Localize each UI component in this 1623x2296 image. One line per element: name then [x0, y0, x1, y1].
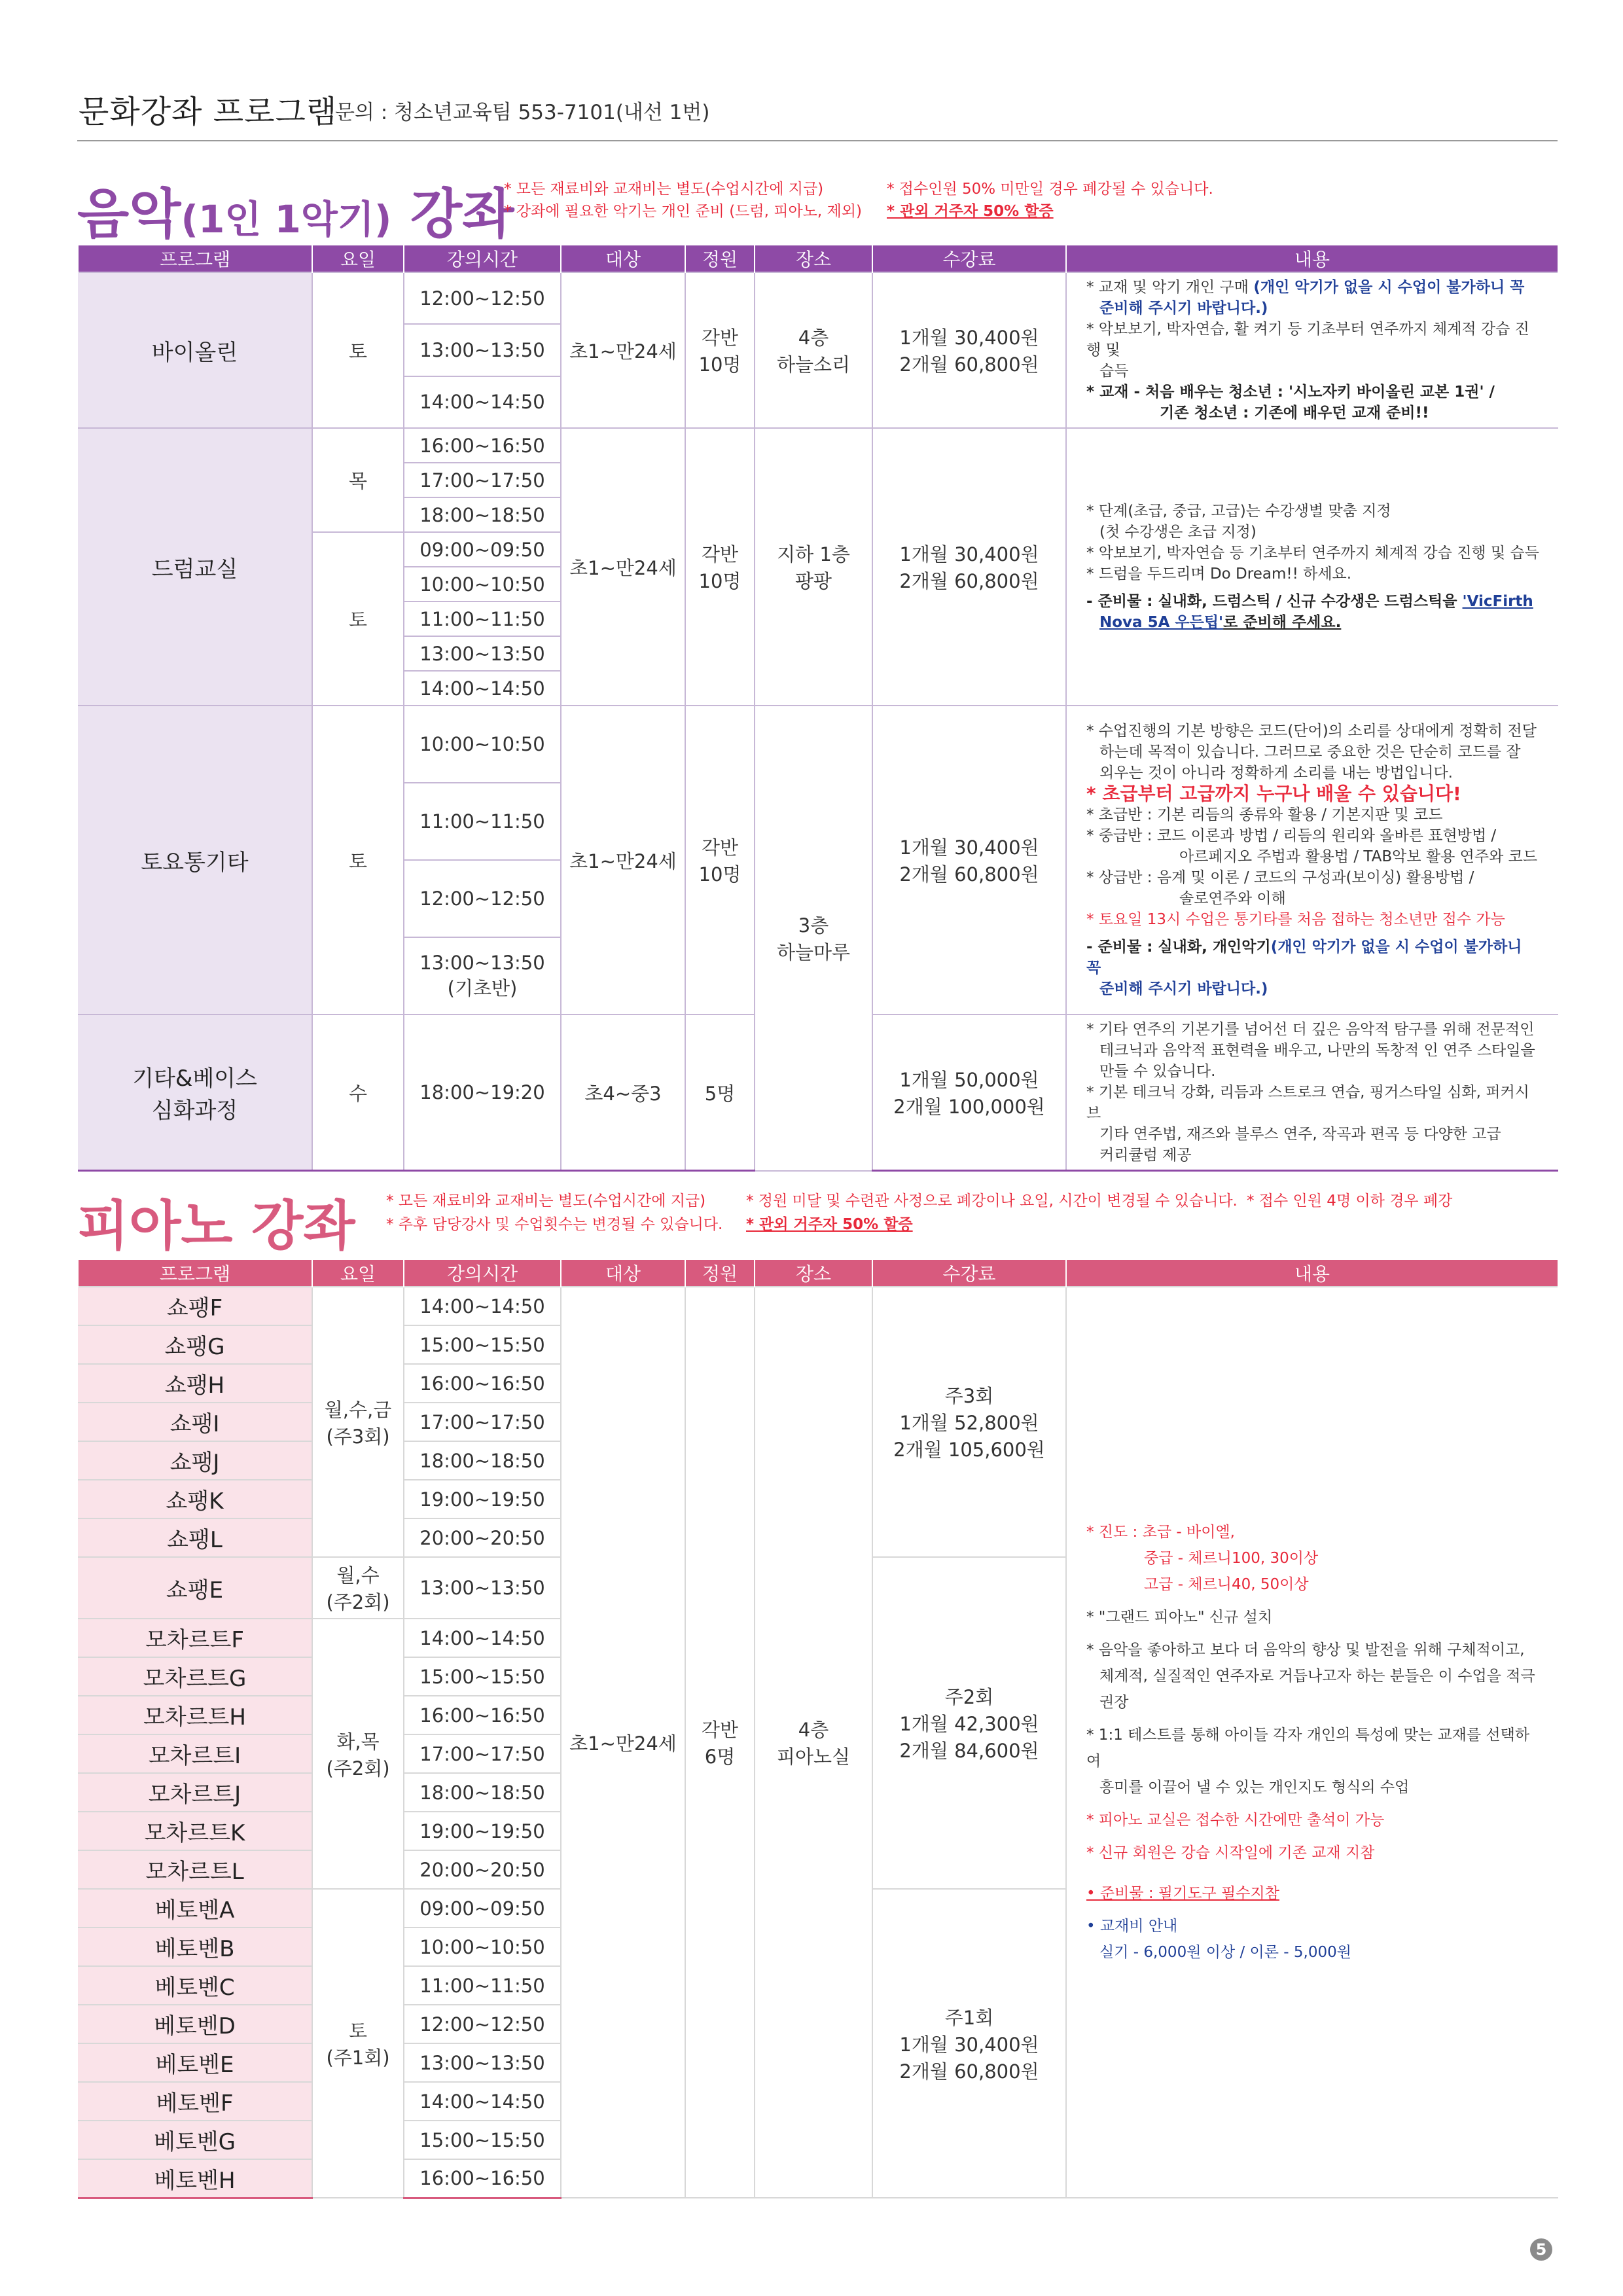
music-title-sub: (1인 1악기)	[181, 197, 392, 242]
time-cell: 12:00~12:50	[404, 860, 561, 937]
fee-cell	[872, 1014, 1066, 1171]
fee-cell	[872, 428, 1066, 706]
place-cell	[755, 706, 872, 1171]
capacity-line: 각반	[701, 836, 739, 859]
fee-cell	[872, 1557, 1066, 1889]
content-violin	[1066, 272, 1558, 428]
time-cell: 12:00~12:50	[404, 2005, 561, 2043]
fee-line: 1개월 42,300원	[899, 1713, 1039, 1735]
time-cell: 15:00~15:50	[404, 1325, 561, 1364]
header-fee: 수강료	[872, 245, 1066, 272]
content-text: * 중급반 : 코드 이론과 방법 / 리듬의 원리와 올바른 표현방법 /	[1086, 827, 1497, 844]
capacity-cell	[685, 1287, 755, 2198]
program-name: 베토벤F	[78, 2082, 312, 2121]
piano-note-1: * 모든 재료비와 교재비는 별도(수업시간에 지급)	[386, 1193, 706, 1210]
header-capacity: 정원	[685, 1260, 755, 1287]
fee-line: 주2회	[944, 1686, 994, 1708]
content-text: * 교재 및 악기 개인 구매	[1086, 279, 1254, 296]
time-cell: 10:00~10:50	[404, 1928, 561, 1966]
day-cell: 토	[312, 272, 404, 428]
content-text: 중급 - 체르니100, 30이상	[1144, 1550, 1319, 1567]
content-text: * 진도 : 초급 - 바이엘,	[1086, 1524, 1235, 1541]
music-section-title	[77, 171, 514, 248]
program-line: 심화과정	[151, 1098, 238, 1124]
target-cell: 초1~만24세	[561, 272, 685, 428]
time-cell: 16:00~16:50	[404, 1696, 561, 1734]
header-place: 장소	[755, 245, 872, 272]
time-cell: 15:00~15:50	[404, 1657, 561, 1696]
music-note-3: * 접수인원 50% 미만일 경우 폐강될 수 있습니다.	[887, 181, 1213, 198]
capacity-line: 각반	[701, 327, 739, 349]
day-cell: 수	[312, 1014, 404, 1171]
program-name: 베토벤C	[78, 1966, 312, 2005]
place-line: 4층	[798, 327, 829, 349]
content-text: 체계적, 실질적인 연주자로 거듭나고자 하는 분들은 이 수업을 적극	[1099, 1668, 1535, 1685]
fee-line: 1개월 30,400원	[899, 2033, 1039, 2056]
place-line: 3층	[798, 914, 829, 937]
program-name: 베토벤D	[78, 2005, 312, 2043]
fee-line: 1개월 30,400원	[899, 543, 1039, 565]
program-name: 모차르트K	[78, 1812, 312, 1850]
time-cell: 09:00~09:50	[404, 532, 561, 567]
time-line: 13:00~13:50	[419, 951, 545, 974]
content-text: 외우는 것이 아니라 정확하게 소리를 내는 방법입니다.	[1099, 764, 1453, 781]
program-guitar: 토요통기타	[78, 706, 312, 1014]
header-place: 장소	[755, 1260, 872, 1287]
time-cell: 18:00~18:50	[404, 497, 561, 532]
content-text: 만들 수 있습니다.	[1099, 1063, 1216, 1080]
place-line: 지하 1층	[777, 543, 850, 565]
fee-line: 2개월 105,600원	[893, 1439, 1045, 1461]
place-line: 팡팡	[794, 570, 832, 592]
content-text: Nova 5A 우든팁'	[1099, 614, 1224, 631]
header-divider	[77, 140, 1558, 141]
program-guitar-bass	[78, 1014, 312, 1171]
music-note-2: * 강좌에 필요한 악기는 개인 준비 (드럼, 피아노, 제외)	[504, 203, 862, 220]
table-row	[78, 272, 1558, 324]
time-cell: 12:00~12:50	[404, 272, 561, 324]
target-cell: 초4~중3	[561, 1014, 685, 1171]
content-text: * 단계(초급, 중급, 고급)는 수강생별 맞춤 지정	[1086, 503, 1391, 520]
fee-cell	[872, 706, 1066, 1014]
content-text: * 초급부터 고급까지 누구나 배울 수 있습니다!	[1086, 783, 1461, 804]
program-line: 기타&베이스	[132, 1066, 257, 1092]
content-text: 로 준비해 주세요.	[1223, 614, 1342, 631]
header-day: 요일	[312, 1260, 404, 1287]
day-line: 화,목	[336, 1730, 380, 1753]
page-number: 5	[1530, 2238, 1552, 2261]
piano-course-table	[77, 1260, 1559, 2199]
time-cell: 11:00~11:50	[404, 601, 561, 636]
place-line: 피아노실	[776, 1746, 851, 1768]
day-line: (주2회)	[326, 1757, 390, 1780]
time-cell: 09:00~09:50	[404, 1889, 561, 1928]
content-text: * 피아노 교실은 접수한 시간에만 출석이 가능	[1086, 1812, 1385, 1829]
content-text: * 악보보기, 박자연습, 활 켜기 등 기초부터 연주까지 체계적 강습 진행 및	[1086, 321, 1529, 359]
page-title: 문화강좌 프로그램	[79, 94, 338, 130]
content-text: (개인 악기가 없을 시 수업이 불가하니 꼭	[1253, 279, 1525, 296]
contact-info: 문의 : 청소년교육팀 553-7101(내선 1번)	[335, 101, 710, 124]
day-cell: 토	[312, 706, 404, 1014]
content-text: 실기 - 6,000원 이상 / 이론 - 5,000원	[1099, 1944, 1351, 1961]
capacity-line: 각반	[701, 543, 739, 565]
program-name: 모차르트F	[78, 1619, 312, 1657]
day-cell	[312, 1619, 404, 1889]
time-cell: 17:00~17:50	[404, 1734, 561, 1773]
capacity-cell	[685, 272, 755, 428]
content-text: 흥미를 이끌어 낼 수 있는 개인지도 형식의 수업	[1099, 1779, 1410, 1796]
header-day: 요일	[312, 245, 404, 272]
content-text: * 악보보기, 박자연습 등 기초부터 연주까지 체계적 강습 진행 및 습득	[1086, 545, 1539, 562]
time-cell: 11:00~11:50	[404, 783, 561, 860]
content-text: 준비해 주시기 바랍니다.)	[1099, 980, 1268, 997]
day-cell: 목	[312, 428, 404, 532]
day-cell	[312, 1287, 404, 1557]
piano-table-header	[78, 1260, 1558, 1287]
content-text: * "그랜드 피아노" 신규 설치	[1086, 1609, 1273, 1626]
content-text: 고급 - 체르니40, 50이상	[1144, 1576, 1309, 1593]
time-cell: 13:00~13:50	[404, 324, 561, 376]
day-line: (주3회)	[326, 1425, 390, 1448]
program-name: 모차르트H	[78, 1696, 312, 1734]
time-cell: 20:00~20:50	[404, 1850, 561, 1889]
fee-line: 2개월 100,000원	[893, 1096, 1045, 1118]
day-line: (주2회)	[326, 1591, 390, 1613]
day-cell	[312, 1557, 404, 1619]
time-cell: 18:00~18:50	[404, 1441, 561, 1480]
program-name: 쇼팽J	[78, 1441, 312, 1480]
program-name: 모차르트G	[78, 1657, 312, 1696]
program-name: 베토벤E	[78, 2043, 312, 2082]
place-cell	[755, 272, 872, 428]
capacity-cell: 5명	[685, 1014, 755, 1171]
content-guitar	[1066, 706, 1558, 1014]
time-cell: 13:00~13:50	[404, 2043, 561, 2082]
program-name: 모차르트L	[78, 1850, 312, 1889]
header-time: 강의시간	[404, 245, 561, 272]
time-cell: 19:00~19:50	[404, 1812, 561, 1850]
music-title-end: 강좌	[391, 183, 514, 245]
program-name: 베토벤B	[78, 1928, 312, 1966]
program-name: 베토벤H	[78, 2159, 312, 2198]
target-cell: 초1~만24세	[561, 428, 685, 706]
time-cell: 16:00~16:50	[404, 1364, 561, 1403]
time-cell: 17:00~17:50	[404, 1403, 561, 1441]
time-cell: 14:00~14:50	[404, 1287, 561, 1325]
header-content: 내용	[1066, 1260, 1558, 1287]
music-table-header	[78, 245, 1558, 272]
time-line: (기초반)	[447, 977, 518, 999]
content-text: 권장	[1099, 1694, 1129, 1711]
content-text: 습득	[1099, 363, 1129, 380]
piano-section-title: 피아노 강좌	[77, 1195, 355, 1257]
content-text: * 기타 연주의 기본기를 넘어선 더 깊은 음악적 탐구를 위해 전문적인	[1086, 1021, 1535, 1038]
capacity-line: 10명	[698, 863, 741, 886]
fee-cell	[872, 1889, 1066, 2198]
content-text: - 준비물 : 실내화, 개인악기	[1086, 939, 1271, 956]
day-line: (주1회)	[326, 2047, 390, 2069]
music-note-1: * 모든 재료비와 교재비는 별도(수업시간에 지급)	[504, 181, 824, 198]
place-line: 4층	[798, 1719, 829, 1741]
content-text: 준비해 주시기 바랍니다.)	[1099, 300, 1268, 317]
content-text: * 수업진행의 기본 방향은 코드(단어)의 소리를 상대에게 정확히 전달	[1086, 723, 1537, 740]
content-text: • 준비물 : 필기도구 필수지참	[1086, 1885, 1279, 1902]
program-name: 쇼팽L	[78, 1518, 312, 1557]
day-line: 월,수,금	[324, 1398, 392, 1421]
piano-note-5: * 접수 인원 4명 이하 경우 폐강	[1247, 1193, 1453, 1210]
content-drum	[1066, 428, 1558, 706]
content-text: * 신규 회원은 강습 시작일에 기존 교재 지참	[1086, 1844, 1375, 1861]
capacity-line: 6명	[704, 1746, 736, 1768]
header-target: 대상	[561, 245, 685, 272]
header-target: 대상	[561, 1260, 685, 1287]
fee-line: 2개월 60,800원	[899, 570, 1039, 592]
program-name: 쇼팽E	[78, 1557, 312, 1619]
content-text: 솔로연주와 이해	[1179, 890, 1286, 907]
content-text: * 드럼을 두드리며 Do Dream!! 하세요.	[1086, 565, 1352, 583]
time-cell: 15:00~15:50	[404, 2121, 561, 2159]
program-name: 쇼팽F	[78, 1287, 312, 1325]
place-cell	[755, 1287, 872, 2198]
fee-line: 2개월 84,600원	[899, 1740, 1039, 1762]
time-cell: 13:00~13:50	[404, 636, 561, 671]
time-cell: 18:00~19:20	[404, 1014, 561, 1171]
content-guitar-bass	[1066, 1014, 1558, 1171]
time-cell: 11:00~11:50	[404, 1966, 561, 2005]
header-program: 프로그램	[78, 245, 312, 272]
time-cell: 14:00~14:50	[404, 376, 561, 428]
time-cell: 19:00~19:50	[404, 1480, 561, 1518]
time-cell: 10:00~10:50	[404, 567, 561, 601]
time-cell: 14:00~14:50	[404, 1619, 561, 1657]
header-time: 강의시간	[404, 1260, 561, 1287]
content-text: 하는데 목적이 있습니다. 그러므로 중요한 것은 단순히 코드를 잘	[1099, 744, 1521, 761]
fee-line: 주1회	[944, 2006, 994, 2029]
time-cell: 14:00~14:50	[404, 2082, 561, 2121]
place-cell	[755, 428, 872, 706]
fee-line: 1개월 52,800원	[899, 1412, 1039, 1434]
table-row	[78, 1287, 1558, 1325]
content-text: 'VicFirth	[1462, 593, 1533, 610]
place-line: 하늘소리	[776, 353, 851, 376]
fee-line: 2개월 60,800원	[899, 863, 1039, 886]
time-cell	[404, 937, 561, 1014]
day-line: 월,수	[336, 1564, 380, 1587]
program-name: 쇼팽I	[78, 1403, 312, 1441]
capacity-line: 각반	[701, 1719, 739, 1741]
content-text: * 교재 - 처음 배우는 청소년 : '시노자키 바이올린 교본 1권' /	[1086, 384, 1495, 401]
program-name: 모차르트J	[78, 1773, 312, 1812]
content-text: * 초급반 : 기본 리듬의 종류와 활용 / 기본지판 및 코드	[1086, 806, 1443, 823]
music-title-main: 음악	[77, 183, 181, 245]
content-text: (개인 악기가 없을 시 수업이 불가하니 꼭	[1086, 939, 1522, 977]
content-text: 기타 연주법, 재즈와 블루스 연주, 작곡과 편곡 등 다양한 고급	[1099, 1126, 1501, 1143]
content-text: (첫 수강생은 초급 지정)	[1099, 524, 1257, 541]
day-cell	[312, 1889, 404, 2198]
capacity-line: 10명	[698, 570, 741, 592]
fee-line: 2개월 60,800원	[899, 353, 1039, 376]
program-violin: 바이올린	[78, 272, 312, 428]
program-name: 쇼팽K	[78, 1480, 312, 1518]
content-text: * 토요일 13시 수업은 통기타를 처음 접하는 청소년만 접수 가능	[1086, 911, 1505, 928]
fee-line: 2개월 60,800원	[899, 2060, 1039, 2083]
content-text: - 준비물 : 실내화, 드럼스틱 / 신규 수강생은 드럼스틱을	[1086, 593, 1463, 610]
fee-line: 1개월 30,400원	[899, 327, 1039, 349]
fee-cell	[872, 1287, 1066, 1557]
target-cell: 초1~만24세	[561, 706, 685, 1014]
program-name: 베토벤A	[78, 1889, 312, 1928]
time-cell: 16:00~16:50	[404, 2159, 561, 2198]
content-text: * 음악을 좋아하고 보다 더 음악의 향상 및 발전을 위해 구체적이고,	[1086, 1641, 1525, 1659]
header-program: 프로그램	[78, 1260, 312, 1287]
header-capacity: 정원	[685, 245, 755, 272]
content-text: * 1:1 테스트를 통해 아이들 각자 개인의 특성에 맞는 교재를 선택하여	[1086, 1727, 1530, 1770]
content-text: 기존 청소년 : 기존에 배우던 교재 준비!!	[1160, 404, 1429, 422]
time-cell: 16:00~16:50	[404, 428, 561, 463]
program-name: 쇼팽H	[78, 1364, 312, 1403]
content-text: 커리큘럼 제공	[1099, 1147, 1192, 1164]
content-piano	[1066, 1287, 1558, 2198]
piano-note-3: * 정원 미달 및 수련관 사정으로 폐강이나 요일, 시간이 변경될 수 있습니다.	[746, 1193, 1238, 1210]
piano-note-2: * 추후 담당강사 및 수업횟수는 변경될 수 있습니다.	[386, 1216, 723, 1233]
program-name: 베토벤G	[78, 2121, 312, 2159]
music-note-4: * 관외 거주자 50% 할증	[887, 203, 1054, 220]
time-cell: 20:00~20:50	[404, 1518, 561, 1557]
place-line: 하늘마루	[776, 941, 851, 964]
time-cell: 10:00~10:50	[404, 706, 561, 783]
content-text: 테크닉과 음악적 표현력을 배우고, 나만의 독창적 인 연주 스타일을	[1099, 1042, 1535, 1059]
fee-line: 1개월 30,400원	[899, 836, 1039, 859]
piano-note-4: * 관외 거주자 50% 할증	[746, 1216, 913, 1233]
content-text: * 기본 테크닉 강화, 리듬과 스트로크 연습, 핑거스타일 심화, 퍼커시브	[1086, 1084, 1529, 1122]
time-cell: 13:00~13:50	[404, 1557, 561, 1619]
capacity-cell	[685, 428, 755, 706]
program-drum: 드럼교실	[78, 428, 312, 706]
header-content: 내용	[1066, 245, 1558, 272]
program-name: 쇼팽G	[78, 1325, 312, 1364]
capacity-line: 10명	[698, 353, 741, 376]
program-name: 모차르트I	[78, 1734, 312, 1773]
time-cell: 18:00~18:50	[404, 1773, 561, 1812]
content-text: * 상급반 : 음계 및 이론 / 코드의 구성과(보이싱) 활용방법 /	[1086, 869, 1474, 886]
day-line: 토	[348, 2020, 367, 2042]
table-row	[78, 706, 1558, 783]
time-cell: 17:00~17:50	[404, 463, 561, 497]
capacity-cell	[685, 706, 755, 1014]
day-cell: 토	[312, 532, 404, 706]
header-fee: 수강료	[872, 1260, 1066, 1287]
time-cell: 14:00~14:50	[404, 671, 561, 706]
content-text: • 교재비 안내	[1086, 1918, 1178, 1935]
fee-cell	[872, 272, 1066, 428]
fee-line: 1개월 50,000원	[899, 1069, 1039, 1091]
target-cell: 초1~만24세	[561, 1287, 685, 2198]
table-row	[78, 428, 1558, 463]
fee-line: 주3회	[944, 1385, 994, 1407]
music-course-table	[77, 245, 1559, 1172]
content-text: 아르페지오 주법과 활용법 / TAB악보 활용 연주와 코드	[1179, 848, 1538, 865]
